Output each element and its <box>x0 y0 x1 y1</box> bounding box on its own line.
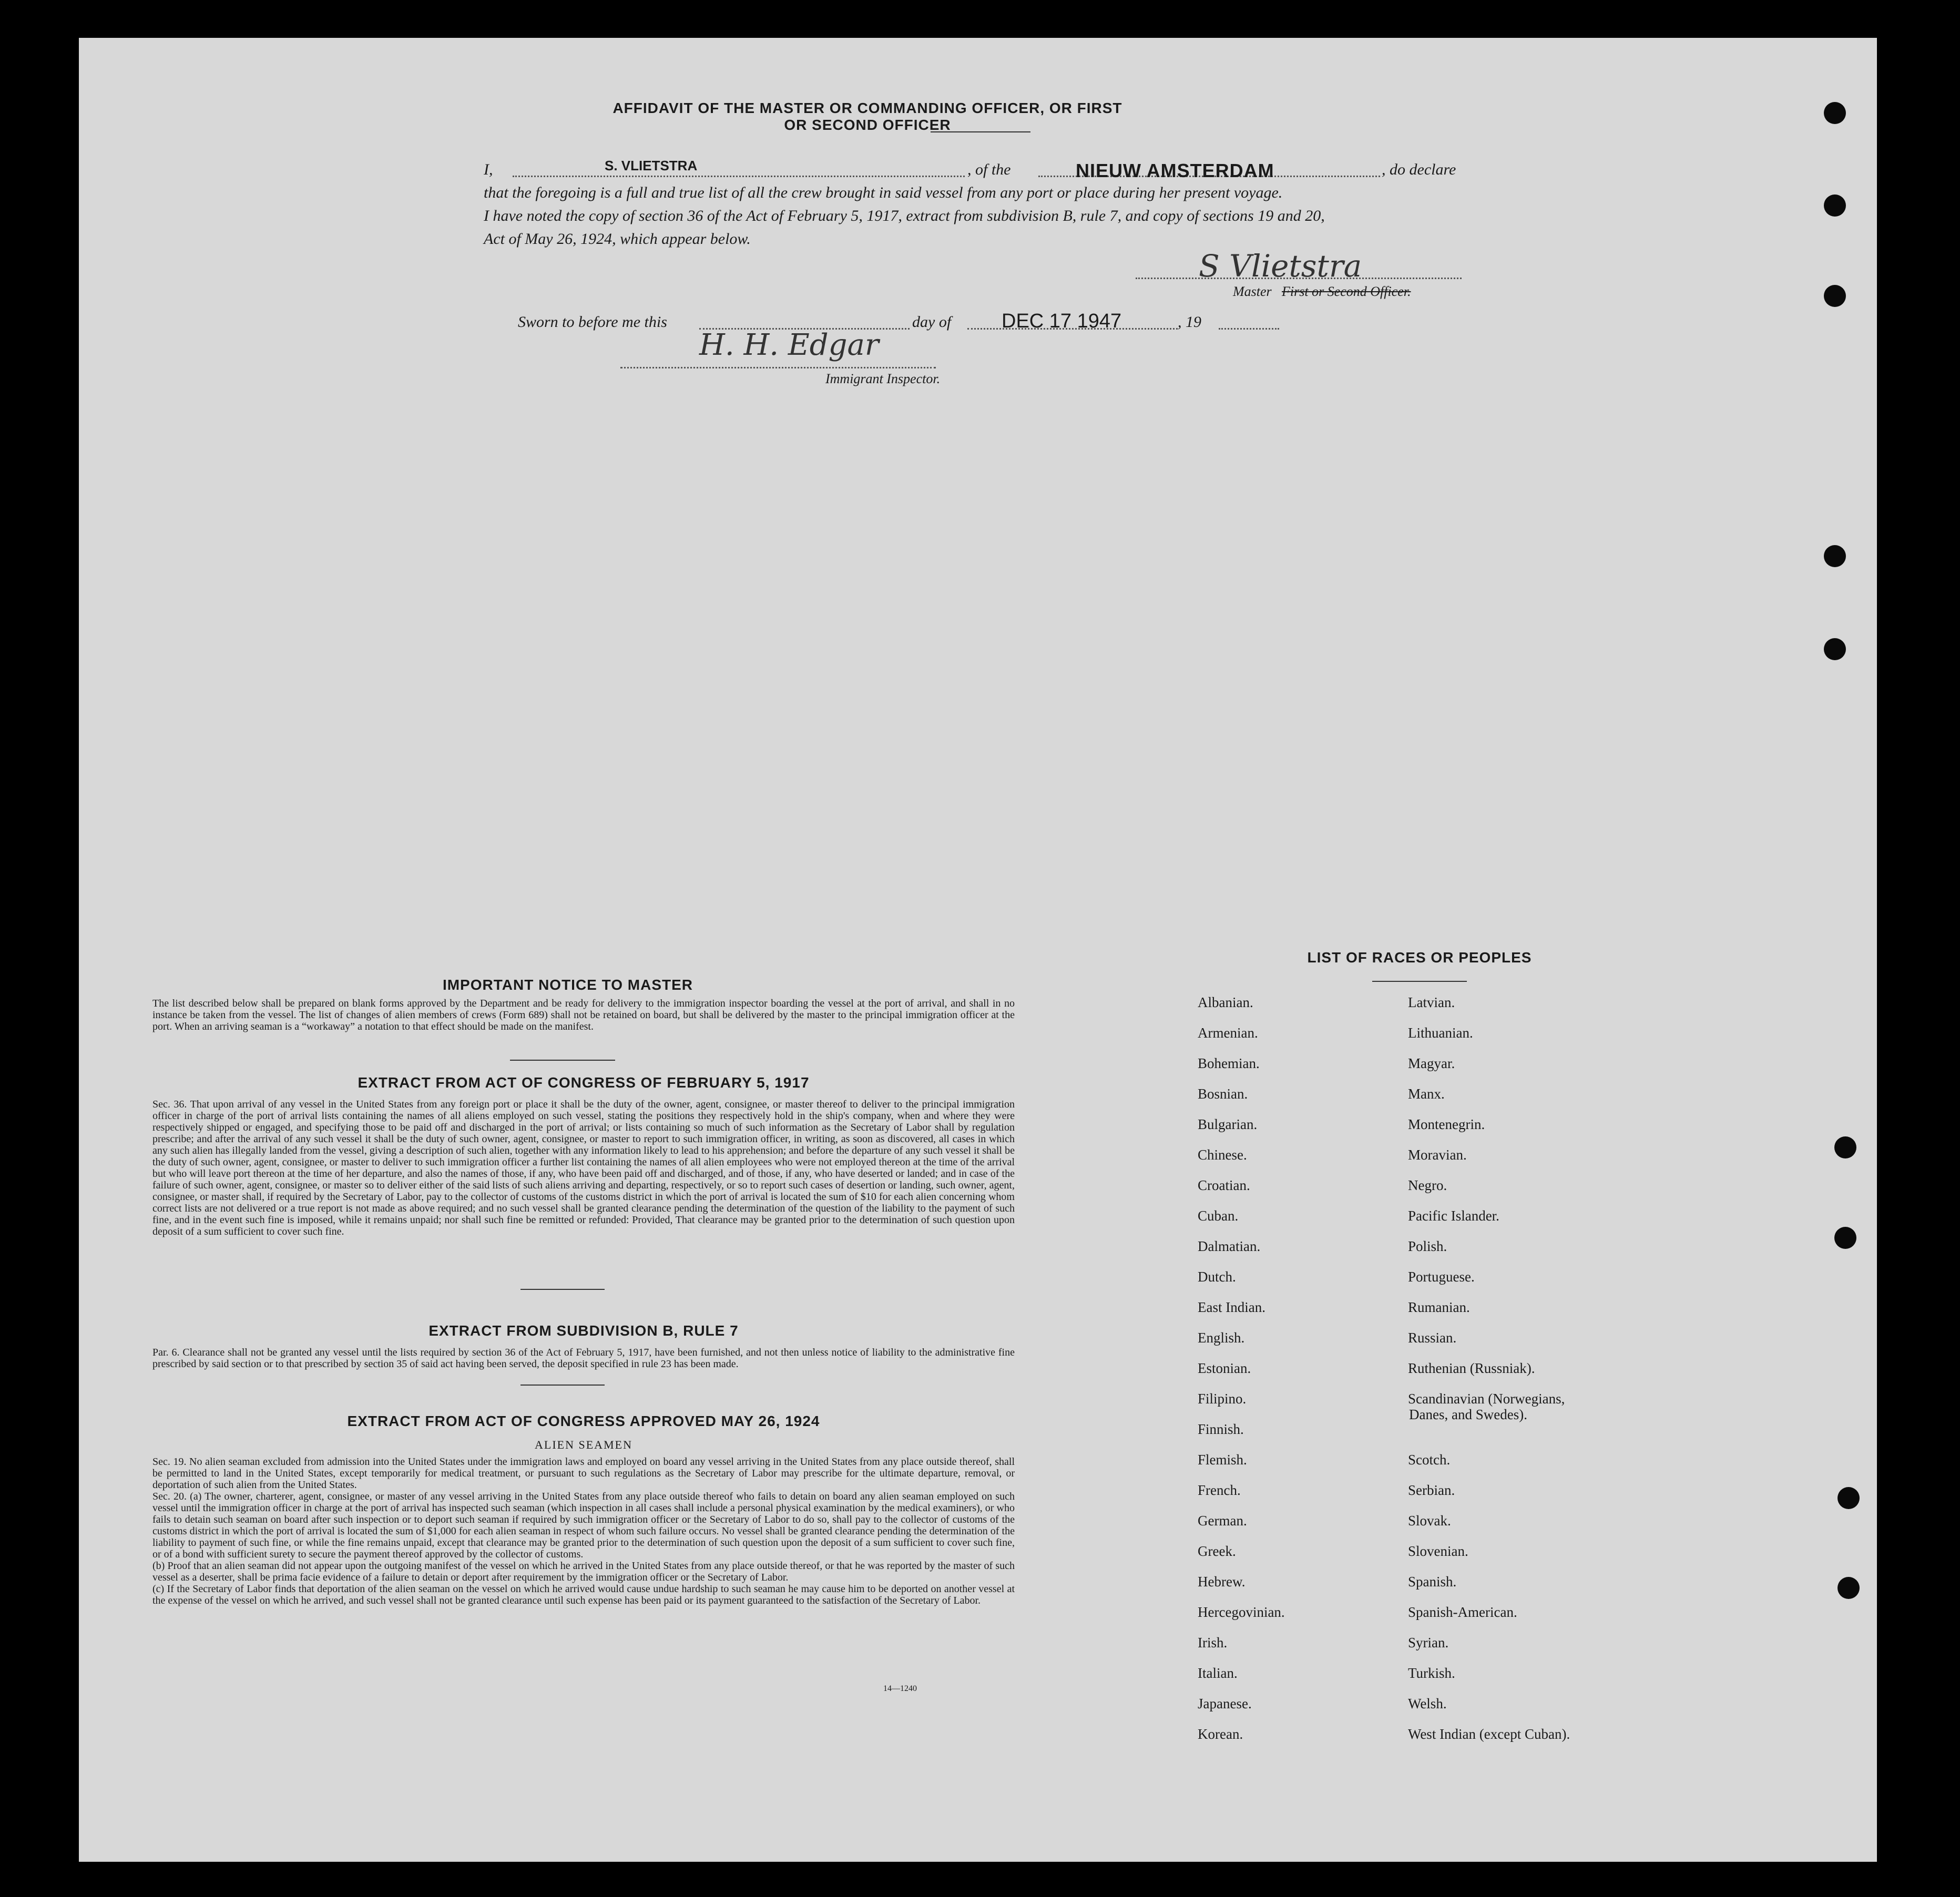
punch-hole <box>1824 638 1846 660</box>
of-the-label: , of the <box>967 161 1011 178</box>
extract-1924-title: EXTRACT FROM ACT OF CONGRESS APPROVED MAY 26, 1924 <box>347 1413 820 1429</box>
master-signature: S Vlietstra <box>1199 248 1362 284</box>
notice-title: IMPORTANT NOTICE TO MASTER <box>442 977 693 993</box>
form-number: 14—1240 <box>883 1684 917 1693</box>
race-item-left: Bohemian. <box>1198 1055 1260 1071</box>
race-item-right: Welsh. <box>1408 1696 1447 1711</box>
race-item-left: Greek. <box>1198 1543 1236 1559</box>
race-item-right: Manx. <box>1408 1086 1445 1102</box>
race-item-right: Portuguese. <box>1408 1269 1475 1285</box>
document-page <box>79 38 1877 1862</box>
punch-hole <box>1824 194 1846 217</box>
race-item-right: Turkish. <box>1408 1665 1455 1681</box>
affidavit-title: AFFIDAVIT OF THE MASTER OR COMMANDING OFFICER, OR FIRST OR SECOND OFFICER <box>612 100 1122 133</box>
race-item-left: Dutch. <box>1198 1269 1236 1285</box>
punch-hole <box>1837 1577 1860 1599</box>
master-label: Master <box>1233 284 1272 299</box>
race-item-left: Flemish. <box>1198 1452 1247 1468</box>
race-item-left: Estonian. <box>1198 1360 1251 1376</box>
race-item-left: Filipino. <box>1198 1391 1247 1407</box>
extract-1924-subtitle: ALIEN SEAMEN <box>535 1438 632 1451</box>
race-item-left: Hercegovinian. <box>1198 1604 1285 1620</box>
race-item-right: Spanish-American. <box>1408 1604 1517 1620</box>
race-item-right: Russian. <box>1408 1330 1457 1346</box>
race-item-left: Bulgarian. <box>1198 1116 1258 1132</box>
sec19-text: Sec. 19. No alien seaman excluded from admission into the United States under the immigration laws and employed on board any vessel arriving in the United States from any place outside thereof, shall be permitted to land in the United States, except temporarily for medical treatment, or pursuant to such regulations as the Secretary of Labor may prescribe for the ultimate departure, removal, or deportation of such alien from the United States. <box>152 1456 1015 1491</box>
race-item-right: Pacific Islander. <box>1408 1208 1499 1224</box>
punch-hole <box>1824 285 1846 307</box>
race-item-right: West Indian (except Cuban). <box>1408 1726 1570 1742</box>
rule7-title: EXTRACT FROM SUBDIVISION B, RULE 7 <box>428 1322 739 1339</box>
affidavit-line-3: I have noted the copy of section 36 of the Act of February 5, 1917, extract from subdivision B, rule 7, and copy of sections 19 and 20, <box>484 207 1325 224</box>
sworn-label: Sworn to before me this <box>518 313 667 331</box>
sec20c-text: (c) If the Secretary of Labor finds that deportation of the alien seaman on the vessel on which he arrived would cause undue hardship to such seaman he may cause him to be deported on another vessel at the expense of the vessel on which he arrived, and such vessel shall not be granted clearance until such expense has been paid or its payment guaranteed to the satisfaction of the Secretary of Labor. <box>152 1583 1015 1606</box>
race-item-left: East Indian. <box>1198 1299 1265 1315</box>
race-item-right: Polish. <box>1408 1238 1447 1254</box>
date-stamp: DEC 17 1947 <box>1002 310 1122 332</box>
race-item-right: Montenegrin. <box>1408 1116 1485 1132</box>
race-item-left: French. <box>1198 1482 1241 1498</box>
race-item-right: Negro. <box>1408 1177 1447 1193</box>
race-item-left: Chinese. <box>1198 1147 1247 1163</box>
year-line <box>1219 328 1279 330</box>
race-item-left: German. <box>1198 1513 1247 1529</box>
race-item-right: Spanish. <box>1408 1574 1457 1590</box>
affidavit-line-2: that the foregoing is a full and true list of all the crew brought in said vessel from any port or place during her present voyage. <box>484 184 1283 201</box>
affidavit-line-4: Act of May 26, 1924, which appear below. <box>484 230 751 248</box>
race-item-left: Croatian. <box>1198 1177 1250 1193</box>
race-item-right: Magyar. <box>1408 1055 1455 1071</box>
race-item-left: Armenian. <box>1198 1025 1258 1041</box>
race-item-right: Serbian. <box>1408 1482 1455 1498</box>
rule7-body: Par. 6. Clearance shall not be granted any vessel until the lists required by section 36 of the Act of February 5, 1917, have been furnished, and not then unless notice of liability to the administrative fine prescribed by said section or to that prescribed by section 35 of said act having been served, the deposit specified in rule 23 has been made. <box>152 1347 1015 1370</box>
rule7-divider <box>520 1385 605 1386</box>
race-item-right: Ruthenian (Russniak). <box>1408 1360 1535 1376</box>
punch-hole <box>1837 1487 1860 1509</box>
punch-hole <box>1824 545 1846 567</box>
title-divider <box>931 131 1030 132</box>
race-item-right: Danes, and Swedes). <box>1409 1407 1527 1422</box>
sec20a-text: Sec. 20. (a) The owner, charterer, agent, consignee, or master of any vessel arriving in the United States from any place outside thereof who fails to detain on board any alien seaman employed on such vessel until the immigration officer in charge at the port of arrival has inspected such seaman (which inspection in all cases shall include a personal physical examination by the medical examiners), or who fails to detain such seaman on board after such inspection or to deport such seaman if required by such immigration officer or the Secretary of Labor to do so, shall pay to the collector of customs of the customs district in which the port of arrival is located the sum of $1,000 for each alien seaman in respect of whom such failure occurs. No vessel shall be granted clearance pending the determination of the liability to payment of such fine, or while the fine remains unpaid, except that clearance may be granted prior to the determination of such question upon the deposit of a sum sufficient to cover such fine, or of a bond with sufficient surety to secure the payment thereof approved by the collector of customs. <box>152 1491 1015 1560</box>
race-item-right: Scandinavian (Norwegians, <box>1408 1391 1565 1407</box>
officer-name-line <box>513 176 965 177</box>
race-item-left: Japanese. <box>1198 1696 1252 1711</box>
nineteen-label: , 19 <box>1178 313 1201 331</box>
race-item-left: English. <box>1198 1330 1245 1346</box>
punch-hole <box>1834 1136 1856 1158</box>
extract-1924-body <box>152 1456 1015 1606</box>
race-item-right: Syrian. <box>1408 1635 1449 1650</box>
extract-1917-title: EXTRACT FROM ACT OF CONGRESS OF FEBRUARY 5, 1917 <box>358 1074 810 1091</box>
officer-name: S. VLIETSTRA <box>605 158 698 173</box>
race-item-left: Hebrew. <box>1198 1574 1246 1590</box>
race-item-left: Bosnian. <box>1198 1086 1248 1102</box>
race-item-right: Rumanian. <box>1408 1299 1470 1315</box>
signature-line <box>1136 278 1462 279</box>
notice-divider <box>510 1060 615 1061</box>
race-item-right: Moravian. <box>1408 1147 1467 1163</box>
inspector-signature-line <box>620 367 936 368</box>
vessel-name: NIEUW AMSTERDAM <box>1076 160 1274 181</box>
race-item-left: Finnish. <box>1198 1421 1244 1437</box>
races-title: LIST OF RACES OR PEOPLES <box>1307 949 1532 966</box>
race-item-left: Albanian. <box>1198 994 1253 1010</box>
race-item-left: Korean. <box>1198 1726 1243 1742</box>
race-item-right: Slovak. <box>1408 1513 1451 1529</box>
race-item-right: Latvian. <box>1408 994 1455 1010</box>
inspector-label: Immigrant Inspector. <box>825 371 941 386</box>
race-item-right: Lithuanian. <box>1408 1025 1473 1041</box>
race-item-left: Italian. <box>1198 1665 1238 1681</box>
race-item-left: Irish. <box>1198 1635 1228 1650</box>
notice-body: The list described below shall be prepared on blank forms approved by the Department and be ready for delivery to the immigration inspector boarding the vessel at the port of arrival, and shall in no instance be taken from the vessel. The list of changes of alien members of crews (Form 689) shall not be retained on board, but shall be delivered by the master to the principal immigration officer at the port. When an arriving seaman is a “workaway” a notation to that effect should be made on the manifest. <box>152 998 1015 1032</box>
race-item-left: Dalmatian. <box>1198 1238 1261 1254</box>
race-item-right: Slovenian. <box>1408 1543 1468 1559</box>
extract-1917-divider <box>520 1289 605 1290</box>
struck-officer-label: First or Second Officer. <box>1282 284 1411 299</box>
inspector-signature: H. H. Edgar <box>699 328 879 362</box>
punch-hole <box>1824 102 1846 124</box>
day-of-label: day of <box>912 313 952 331</box>
extract-1917-body: Sec. 36. That upon arrival of any vessel in the United States from any foreign port or place it shall be the duty of the owner, agent, consignee, or master thereof to deliver to the principal immigration officer in charge of the port of arrival lists containing the names of all aliens employed on such vessel, stating the positions they respectively hold in the ship's company, when and where they were respectively shipped or engaged, and specifying those to be paid off and discharged in the port of arrival; or lists containing so much of such information as the Secretary of Labor shall by regulation prescribe; and after the arrival of any such vessel it shall be the duty of such owner, agent, consignee, or master to report to such immigration officer, in writing, as soon as discovered, all cases in which any such alien has illegally landed from the vessel, giving a description of such alien, together with any information likely to lead to his apprehension; and before the departure of any such vessel it shall be the duty of such owner, agent, consignee, or master to deliver to such immigration officer a further list containing the names of all alien employees who were not employed thereon at the time of the arrival but who will leave port thereon at the time of her departure, and also the names of those, if any, who have been paid off and discharged, and of those, if any, who have deserted or landed; and in case of the failure of such owner, agent, consignee, or master so to deliver either of the said lists of such aliens arriving and departing, respectively, or so to report such cases of desertion or landing, such owner, agent, consignee, or master shall, if required by the Secretary of Labor, pay to the collector of customs of the customs district in which the port of arrival is located the sum of $10 for each alien concerning whom correct lists are not delivered or a true report is not made as above required; and no such vessel shall be granted clearance pending the determination of the question of the liability to the payment of such fine, and in the event such fine is imposed, while it remains unpaid; nor shall such fine be remitted or refunded: Provided, That clearance may be granted prior to the determination of such question upon deposit of a sum sufficient to cover such fine. <box>152 1099 1015 1237</box>
i-label: I, <box>484 161 493 178</box>
race-item-right: Scotch. <box>1408 1452 1451 1468</box>
races-divider <box>1372 981 1467 982</box>
punch-hole <box>1834 1227 1856 1249</box>
do-declare-label: , do declare <box>1382 161 1456 178</box>
race-item-left: Cuban. <box>1198 1208 1239 1224</box>
sec20b-text: (b) Proof that an alien seaman did not appear upon the outgoing manifest of the vessel on which he arrived in the United States from any place outside thereof, or that he was reported by the master of such vessel as a deserter, shall be prima facie evidence of a failure to detain or deport after requirement by the immigration officer or the Secretary of Labor. <box>152 1560 1015 1583</box>
